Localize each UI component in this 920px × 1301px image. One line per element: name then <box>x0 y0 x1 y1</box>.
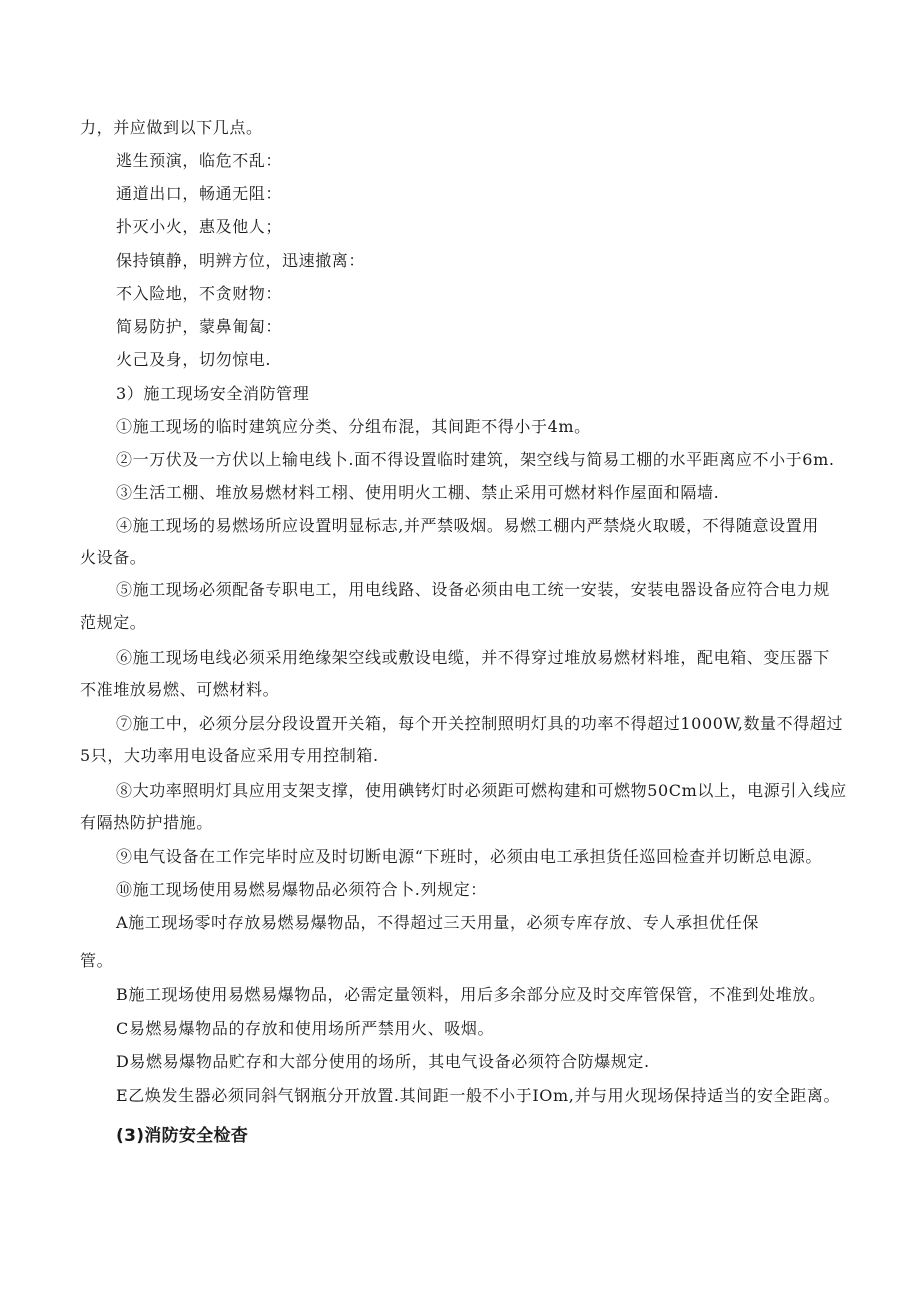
list-item: ⑩施工现场使用易燃易爆物品必须符合卜.列规定： <box>116 880 487 899</box>
section-heading-bold: (3)消防安全检杳 <box>116 1126 249 1146</box>
list-item: ⑧大功率照明灯具应用支架支撑，使用碘铐灯时必须距可燃构建和可燃物50Cm以上，电源引入线应 <box>116 781 847 800</box>
paragraph-line: 火己及身，切勿惊电. <box>116 350 272 369</box>
list-item: ⑥施工现场电线必须采用绝缘架空线或敷设电缆，并不得穿过堆放易燃材料堆，配电箱、变压器下 <box>116 648 830 667</box>
list-item: ⑦施工中，必须分层分段设置开关箱，每个开关控制照明灯具的功率不得超过1000W,数量不得超过 <box>116 714 844 733</box>
sub-item: D易燃易爆物品贮存和大部分使用的场所，其电气设备必须符合防爆规定. <box>116 1052 650 1071</box>
paragraph-line: 保持镇静，明辨方位，迅速撤离： <box>116 251 366 270</box>
list-item-continuation: 5只，大功率用电设备应采用专用控制箱. <box>80 746 379 765</box>
sub-item: C易燃易爆物品的存放和使用场所严禁用火、吸烟。 <box>116 1019 495 1038</box>
sub-item: B施工现场使用易燃易爆物品，必需定量领料，用后多余部分应及时交库管保管，不准到处堆放。 <box>116 985 826 1004</box>
list-item: ⑨电气设备在工作完毕时应及时切断电源“下班时，必须由电工承担货任巡回检查并切断总电源。 <box>116 847 822 866</box>
list-item: ④施工现场的易燃场所应设置明显标志,并严禁吸烟。易燃工棚内严禁烧火取暖，不得随意设置用 <box>116 516 819 535</box>
paragraph-line: 简易防护，蒙鼻匍匐： <box>116 317 283 336</box>
paragraph-line: 力，并应做到以下几点。 <box>80 118 263 137</box>
list-item: ⑤施工现场必须配备专职电工，用电线路、设备必须由电工统一安装，安装电器设备应符合电力规 <box>116 580 830 599</box>
list-item-continuation: 范规定。 <box>80 613 147 632</box>
list-item-continuation: 有隔热防护措施。 <box>80 813 213 832</box>
list-item: ②一万伏及一方伏以上输电线卜.面不得设置临时建筑，架空线与简易工棚的水平距离应不小于6m. <box>116 450 835 469</box>
section-heading: 3）施工现场安全消防管理 <box>116 384 310 403</box>
list-item: ③生活工棚、堆放易燃材料工栩、使用明火工棚、禁止采用可燃材料作屋面和隔墙. <box>116 483 720 502</box>
list-item-continuation: 火设备。 <box>80 548 147 567</box>
list-item-continuation: 不准堆放易燃、可燃材料。 <box>80 680 280 699</box>
sub-item-continuation: 管。 <box>80 951 114 970</box>
sub-item: A施工现场零吋存放易燃易爆物品，不得超过三天用量，必须专库存放、专人承担优任保 <box>116 913 759 932</box>
paragraph-line: 逃生预演，临危不乱： <box>116 151 283 170</box>
paragraph-line: 扑灭小火，惠及他人； <box>116 217 283 236</box>
paragraph-line: 不入险地，不贪财物： <box>116 284 283 303</box>
list-item: ①施工现场的临时建筑应分类、分组布混，其间距不得小于4m。 <box>116 417 591 436</box>
sub-item: E乙焕发生器必须同斜气钢瓶分开放置.其间距一般不小于IOm,并与用火现场保持适当的安全距离。 <box>116 1086 841 1105</box>
paragraph-line: 通道出口，畅通无阻： <box>116 184 283 203</box>
